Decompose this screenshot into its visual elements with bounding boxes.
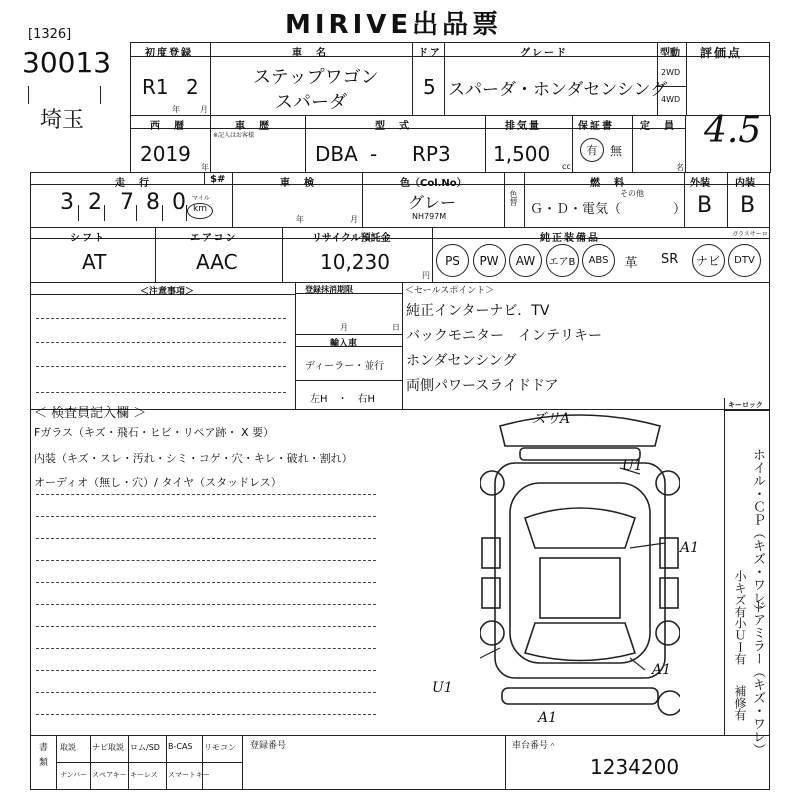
inspector-line (36, 516, 376, 517)
wheel-rl (480, 621, 504, 645)
shift-label: シフト (70, 233, 106, 244)
wheel-fr (656, 471, 680, 495)
cc-unit: cc (562, 162, 571, 171)
door-left-front (482, 538, 500, 568)
equipment-label: 純正装備品 (540, 233, 600, 244)
grade-label: グレード (520, 48, 568, 59)
lot-bracket: [1326] (28, 27, 72, 42)
type-4wd: 4WD (661, 95, 681, 104)
color: グレー (408, 193, 457, 212)
type-label: 型動 (660, 48, 680, 59)
region: 埼玉 (40, 108, 85, 133)
color-change-label: 色替 (509, 190, 518, 206)
doors: 5 (423, 75, 436, 99)
km-circle: km (187, 203, 213, 219)
caution-line (36, 392, 286, 393)
glass-line: Fガラス（キズ・飛石・ヒビ・リペア跡・ X 要） (34, 426, 275, 439)
western-year-label: 西 暦 (150, 121, 186, 132)
caution-line (36, 318, 286, 319)
damage-mark: A1 (652, 662, 672, 678)
reg-number-label: 登録番号 (250, 741, 287, 751)
month-unit: 月 (350, 215, 358, 224)
inspector-line (36, 538, 376, 539)
damage-mark: ズリA (532, 411, 571, 427)
import-label: 輸入車 (330, 339, 358, 349)
inspection-label: 車 検 (280, 178, 316, 189)
keylock-minor-dent: 小ＵＩ有 (733, 617, 747, 665)
month-unit: 月 (200, 105, 208, 114)
reg-month: 2 (186, 75, 199, 99)
sales-point: ホンダセンシング (406, 353, 517, 369)
footer-cell-divider (128, 735, 129, 790)
door-right-front (660, 538, 678, 568)
digit-divider (104, 205, 105, 221)
equipment-item: PS (436, 244, 469, 277)
equipment-item: DTV (728, 244, 761, 277)
reg-deadline-label: 登録抹消期限 (305, 285, 353, 294)
footer-cell: スペアキー (92, 771, 127, 779)
equipment-item: AW (509, 244, 542, 277)
mileage-digit: 3 (60, 190, 74, 215)
fuel-label: 燃 料 (590, 178, 626, 189)
keylock-minor-scratch: 小キズ有 (733, 570, 747, 618)
ext-label: ガラスサーロ (732, 231, 768, 238)
import-type: ディーラー・並行 (305, 361, 385, 372)
caution-line (36, 366, 286, 367)
recycle-label: リサイクル預託金 (312, 233, 391, 244)
model-dash: - (370, 142, 378, 166)
interior-grade: B (740, 193, 756, 218)
digit-divider (136, 205, 137, 221)
day-unit: 日 (392, 323, 400, 332)
door-right-rear (660, 578, 678, 608)
steering: 左H ・ 右H (310, 394, 376, 405)
mileage-digit: 2 (88, 190, 102, 215)
sales-point: 純正インターナビ．TV (406, 303, 550, 319)
digit-divider (162, 205, 163, 221)
car-name-1: ステップワゴン (253, 67, 379, 88)
damage-marker-1 (658, 691, 680, 715)
inspector-line (36, 714, 376, 715)
ac: AAC (196, 250, 238, 274)
month-unit: 月 (340, 323, 348, 332)
footer-cell: 取説 (60, 743, 76, 752)
year-unit: 年 (296, 215, 304, 224)
western-year: 2019 (140, 142, 191, 166)
audio-line: オーディオ（無し・穴）/ タイヤ（スタッドレス） (34, 476, 282, 489)
damage-mark: U1 (622, 458, 643, 474)
capacity-label: 定 員 (640, 121, 676, 132)
sales-point: 両側パワースライドドア (406, 378, 559, 394)
warranty-label: 保証書 (578, 121, 614, 132)
pointer-4 (630, 658, 645, 670)
inspector-line (36, 692, 376, 693)
sharp-label: $# (210, 174, 226, 185)
footer-cell-divider (90, 735, 91, 790)
rear-window (525, 623, 635, 661)
chassis-number: 1234200 (590, 755, 680, 779)
damage-mark: A1 (680, 540, 700, 556)
footer-cell: ナンバー (60, 771, 88, 779)
mileage-digit: 8 (146, 190, 160, 215)
warranty-yes-circle: 有 (580, 138, 604, 162)
type-2wd: 2WD (661, 68, 681, 77)
keylock-mirror: ドアミラー（キズ・ワレ） (750, 600, 765, 756)
warranty-no: 無 (610, 144, 623, 158)
displacement-label: 排気量 (505, 121, 541, 132)
exterior-label: 外装 (690, 178, 710, 189)
footer-cell: キーレス (130, 771, 158, 779)
mileage-digit: 7 (120, 190, 134, 215)
inspector-label: ＜ 検査員記入欄 ＞ (34, 406, 147, 421)
equipment-item: ナビ (692, 244, 725, 277)
car-name-label: 車 名 (292, 48, 328, 59)
capacity-unit: 名 (676, 163, 684, 172)
car-name-2: スパーダ (275, 92, 347, 113)
history-note: ※記入はお客様 (213, 132, 255, 139)
footer-cell-divider (202, 735, 203, 790)
score-label: 評価点 (700, 46, 743, 60)
windshield (525, 508, 635, 548)
inspector-line (36, 494, 376, 495)
interior-line: 内装（キズ・スレ・汚れ・シミ・コゲ・穴・キレ・破れ・割れ） (34, 452, 353, 465)
inspector-line (36, 648, 376, 649)
damage-mark: A1 (538, 710, 558, 726)
inspector-line (36, 626, 376, 627)
wheel-rr (656, 621, 680, 645)
grade: スパーダ・ホンダセンシング (448, 80, 668, 100)
footer-cell: ロム/SD (130, 743, 160, 752)
sales-label: ＜セールスポイント＞ (405, 286, 495, 296)
ac-label: エアコン (190, 233, 238, 244)
car-diagram (480, 408, 680, 738)
keylock-repaired: 補修有 (733, 685, 747, 721)
first-reg-label: 初度登録 (145, 48, 193, 59)
footer-cell: B-CAS (168, 742, 193, 751)
inspector-line (36, 670, 376, 671)
footer-cell: ナビ取説 (92, 743, 124, 752)
roof-top-arc (500, 415, 660, 446)
mileage-digit: 0 (172, 190, 186, 215)
year-unit: 年 (172, 105, 180, 114)
exterior-grade: B (697, 193, 713, 218)
roof-panel (540, 558, 620, 618)
digit-divider (78, 205, 79, 221)
model-label: 型 式 (375, 121, 411, 132)
interior-label: 内装 (735, 178, 755, 189)
equipment-item: 革 (624, 256, 638, 271)
equipment-item: ABS (582, 244, 615, 277)
model-code: RP3 (412, 142, 451, 166)
form-title: MIRIVE出品票 (285, 10, 503, 40)
footer-cell: リモコン (204, 743, 236, 752)
mileage-unit-top: マイル (192, 195, 210, 202)
caution-line (36, 342, 286, 343)
displacement: 1,500 (493, 142, 551, 166)
model-prefix: DBA (315, 142, 358, 166)
door-left-rear (482, 578, 500, 608)
era-year: R1 (142, 75, 169, 99)
year-unit: 年 (201, 163, 209, 172)
color-label: 色（Col.No） (400, 178, 467, 189)
lot-number: 30013 (22, 46, 112, 79)
sales-point: バックモニター インテリキー (406, 328, 602, 344)
keylock-label: キーロック (728, 401, 763, 409)
shift: AT (82, 250, 107, 274)
equipment-item: エアB (546, 244, 579, 277)
footer-cell-divider (166, 735, 167, 790)
keylock-wheel: ホイル・ＣＰ（キズ・ワレ） (750, 448, 765, 617)
wheel-fl (480, 471, 504, 495)
fuel-options: Ｇ・Ｄ・電気（ ） (530, 202, 687, 217)
equipment-item: PW (473, 244, 506, 277)
damage-mark: U1 (432, 680, 453, 696)
footer-cell: スマートキー (168, 771, 210, 779)
chassis-label: 車台番号＾ (512, 741, 558, 751)
inspector-line (36, 560, 376, 561)
recycle-amount: 10,230 (320, 250, 390, 274)
caution-label: ＜注意事項＞ (140, 287, 195, 297)
body-outline (495, 463, 665, 678)
history-label: 車 歴 (235, 121, 271, 132)
equipment-item: SR (661, 252, 679, 267)
fuel-other: その他 (620, 189, 644, 198)
color-code: NH797M (412, 212, 447, 221)
row4 (30, 227, 770, 283)
doc-label: 書類 (37, 742, 47, 772)
inspector-line (36, 582, 376, 583)
door-label: ドア (418, 48, 442, 59)
rear-bumper (502, 688, 658, 704)
inspector-line (36, 604, 376, 605)
score: 4.5 (704, 110, 762, 151)
yen-unit: 円 (422, 271, 430, 280)
mileage-label: 走 行 (115, 178, 151, 189)
